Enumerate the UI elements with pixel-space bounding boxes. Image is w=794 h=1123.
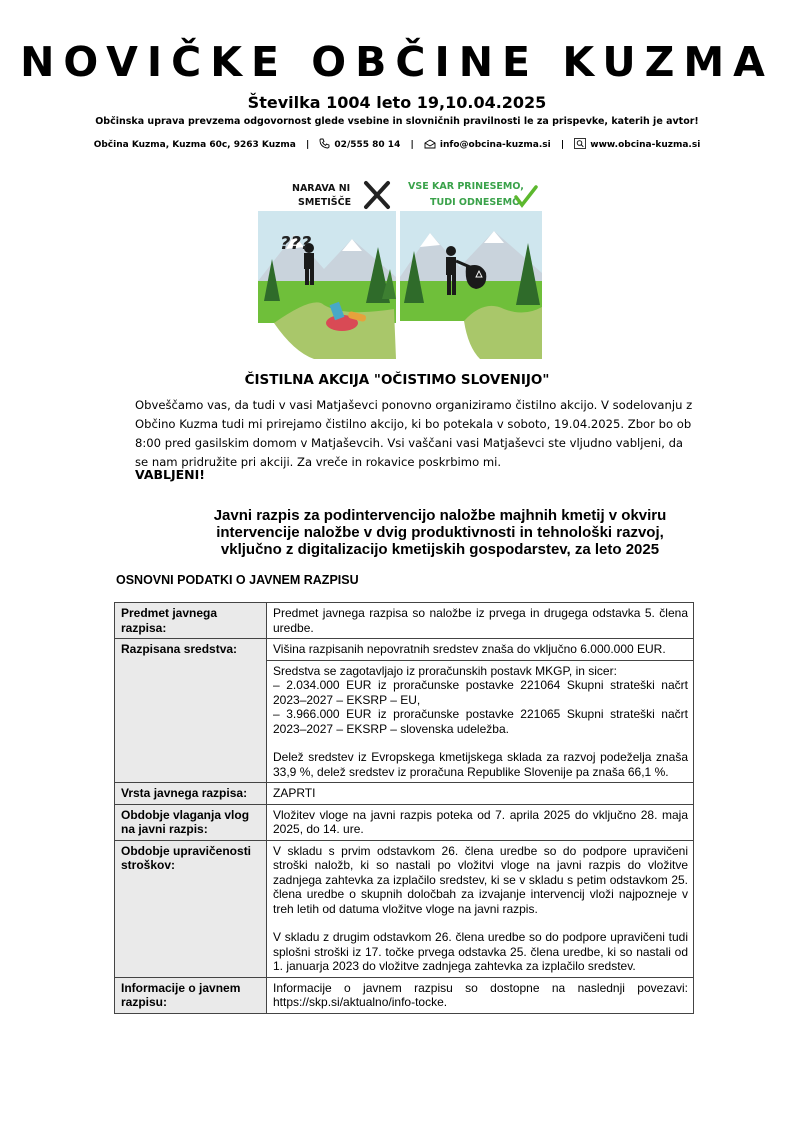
table-row	[115, 603, 694, 639]
row-value: ZAPRTI	[267, 783, 694, 805]
table-row	[115, 977, 694, 1013]
tender-title-line: vključno z digitalizacijo kmetijskih gospodarstev, za leto 2025	[220, 541, 660, 558]
separator: |	[410, 140, 414, 150]
address: Občina Kuzma, Kuzma 60c, 9263 Kuzma	[93, 140, 296, 150]
table-row	[115, 840, 694, 977]
right-caption-line2: TUDI ODNESEMO	[430, 197, 521, 208]
cross-icon	[366, 183, 388, 207]
row-label: Obdobje vlaganja vlog na javni razpis:	[115, 804, 267, 840]
row-value	[267, 660, 694, 783]
mail-icon	[424, 139, 436, 152]
issue-line: Številka 1004 leto 19,10.04.2025	[247, 93, 547, 112]
row-value[interactable]: Informacije o javnem razpisu so dostopne na naslednji povezavi: https://skp.si/aktualno/info-tocke.	[267, 977, 694, 1013]
tender-title	[180, 507, 700, 558]
funding-share-note: Delež sredstev iz Evropskega kmetijskega sklada za razvoj podeželja znaša 33,9 %, delež sredstev iz proračuna Republike Slovenije pa znaša 66,1 %.	[273, 750, 688, 779]
disclaimer: Občinska uprava prevzema odgovornost glede vsebine in slovničnih pravilnosti le za prispevke, katerih je avtor!	[95, 116, 699, 127]
eligibility-paragraph: V skladu z drugim odstavkom 26. člena uredbe so do podpore upravičeni tudi splošni stroški iz 17. točke prvega odstavka 25. člena uredbe, ki so nastali od 1. januarja 2023 do vložitve zadnjega zahtevka za izplačilo sredstev.	[273, 930, 688, 973]
funding-sources-intro: Sredstva se zagotavljajo iz proračunskih postavk MKGP, in sicer:	[273, 663, 617, 678]
funding-source-item: – 2.034.000 EUR iz proračunske postavke 221064 Skupni strateški načrt 2023–2027 – EKSRP – EU,	[273, 678, 688, 707]
cleanup-invitation: VABLJENI!	[135, 467, 205, 482]
left-panel-image	[258, 183, 396, 359]
email-link[interactable]: info@obcina-kuzma.si	[439, 140, 551, 150]
question-marks: ???	[280, 233, 312, 254]
left-caption-line2: SMETIŠČE	[298, 197, 352, 208]
row-label: Obdobje upravičenosti stroškov:	[115, 840, 267, 977]
website-link[interactable]: www.obcina-kuzma.si	[590, 140, 701, 150]
eligibility-paragraph: V skladu s prvim odstavkom 26. člena uredbe so do podpore upravičeni stroški naložb, ki so nastali po vložitvi vloge na javni razpis do vložitve zadnjega zahtevka za izplačilo sredstev, ki se v skladu s petim odstavkom 25. člena uredbe o skupnih določbah za izvajanje intervencij vloži najpozneje v treh letih od datuma vložitve vloge na javni razpis.	[273, 843, 688, 916]
row-value: Predmet javnega razpisa so naložbe iz prvega in drugega odstavka 5. člena uredbe.	[267, 603, 694, 639]
separator: |	[305, 140, 310, 150]
newsletter-masthead: NOVIČKE OBČINE KUZMA	[20, 38, 774, 86]
right-caption-line1: VSE KAR PRINESEMO,	[408, 181, 524, 192]
tender-section-heading: OSNOVNI PODATKI O JAVNEM RAZPISU	[116, 573, 359, 587]
phone-icon	[319, 138, 330, 152]
row-value	[267, 840, 694, 977]
row-value: Višina razpisanih nepovratnih sredstev znaša do vključno 6.000.000 EUR.	[267, 639, 694, 661]
row-label: Razpisana sredstva:	[115, 639, 267, 783]
table-row	[115, 639, 694, 661]
row-label: Informacije o javnem razpisu:	[115, 977, 267, 1013]
phone-number[interactable]: 02/555 80 14	[334, 140, 401, 150]
tender-info-table	[114, 602, 694, 1014]
row-label: Vrsta javnega razpisa:	[115, 783, 267, 805]
separator: |	[560, 140, 565, 150]
tender-title-line: intervencije naložbe v dvig produktivnosti in tehnološki razvoj,	[216, 524, 664, 541]
cleanup-action-text: Obveščamo vas, da tudi v vasi Matjaševci ponovno organiziramo čistilno akcijo. V sodelovanju z Občino Kuzma tudi mi prirejamo čistilno akcijo, ki bo potekala v soboto, 19.04.2025. Zbor bo ob 8:00 pred gasilskim domom v Matjaševcih. Vsi vaščani vasi Matjaševci ste vljudno vabljeni, da se nam pridružite pri akciji. Za vreče in rokavice poskrbimo mi.	[135, 398, 693, 469]
funding-source-item: – 3.966.000 EUR iz proračunske postavke 221065 Skupni strateški načrt 2023–2027 – EKSRP – slovenska udeležba.	[273, 707, 688, 736]
row-value: Vložitev vloge na javni razpis poteka od 7. aprila 2025 do vključno 28. maja 2025, do 14. ure.	[267, 804, 694, 840]
table-row	[115, 783, 694, 805]
right-panel-image	[400, 181, 542, 359]
cleanup-action-title: ČISTILNA AKCIJA "OČISTIMO SLOVENIJO"	[244, 372, 550, 388]
contact-bar	[0, 138, 794, 152]
left-caption-line1: NARAVA NI	[292, 183, 351, 194]
cleanup-illustration	[254, 177, 546, 359]
web-search-icon	[574, 138, 586, 152]
table-row	[115, 804, 694, 840]
tender-title-line: Javni razpis za podintervencijo naložbe majhnih kmetij v okviru	[213, 507, 667, 524]
row-label: Predmet javnega razpisa:	[115, 603, 267, 639]
